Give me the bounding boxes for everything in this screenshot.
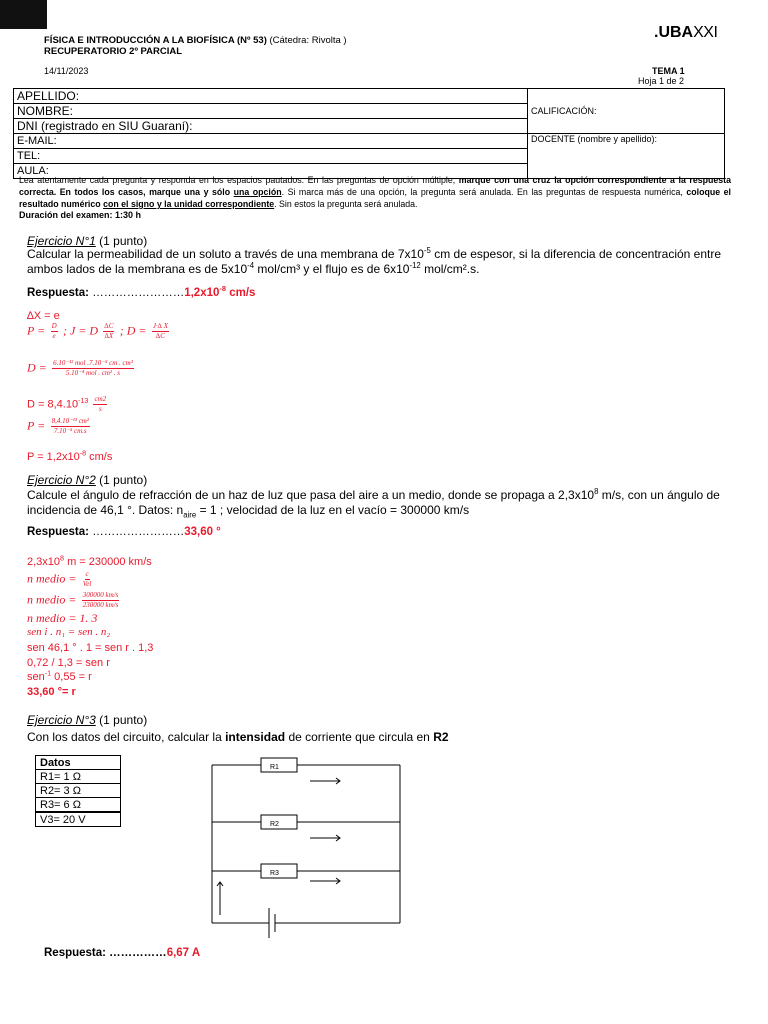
circuit-diagram	[200, 750, 410, 940]
ej3-answer	[44, 947, 200, 959]
ej1-s1sup: -5	[423, 246, 431, 255]
ej2-answer-value: 33,60 °	[184, 526, 221, 538]
ej2-answer-label: Respuesta:	[27, 526, 89, 538]
ej1-w2b-num: D	[51, 322, 57, 330]
ej2-w2-num: c	[85, 570, 89, 578]
uba-logo-main: .UBA	[654, 24, 694, 41]
ej1-w5-num: 8,4.10⁻¹³ cm²	[51, 417, 89, 425]
ej1-s1: Calcular la permeabilidad de un soluto a través de una membrana de 7x10	[27, 247, 424, 261]
ej1-s2: cm de espesor, si la diferencia de concentración entre ambos lados de la membrana es de 5x10	[27, 247, 722, 276]
ej2-work-3	[27, 592, 121, 609]
ej1-w5-den: 7.10⁻⁵ cm.s	[53, 427, 87, 435]
ej1-work-2	[27, 323, 171, 340]
ej1-w2f-num: J·∆ X	[152, 322, 168, 330]
ej2-title-text: Ejercicio N°2	[27, 473, 96, 487]
field-tel[interactable]	[14, 149, 528, 164]
field-calificacion-label: CALIFICACIÓN:	[531, 106, 597, 116]
uba-logo-suffix: XXI	[693, 24, 718, 41]
ej2-work-8	[27, 671, 92, 683]
datos-r1: R1= 1 Ω	[36, 770, 121, 784]
field-docente[interactable]	[528, 134, 725, 179]
ej2-w3-frac	[82, 592, 120, 609]
ej2-title	[27, 473, 147, 487]
ej2-work-4: n medio = 1. 3	[27, 611, 98, 625]
instructions	[19, 174, 731, 210]
course-title	[44, 35, 347, 46]
instructions-p7: . Sin estos la pregunta será anulada.	[274, 199, 418, 209]
exam-date: 14/11/2023	[44, 66, 89, 76]
field-apellido-label: APELLIDO:	[17, 89, 80, 103]
ej3-points: (1 punto)	[95, 713, 148, 727]
ej1-s3: mol/cm³ y el flujo es de 6x10	[254, 262, 410, 276]
resistor-r2	[261, 815, 297, 829]
field-dni-label: DNI (registrado en SIU Guaraní):	[17, 119, 193, 133]
ej1-w4-den: s	[98, 405, 102, 413]
ej1-w4-frac	[93, 396, 107, 413]
ej1-work-3	[27, 360, 136, 377]
ej2-s1: Calcule el ángulo de refracción de un haz de luz que pasa del aire a un medio, donde se propaga a 2,3x10	[27, 488, 595, 502]
uba-logo	[654, 24, 717, 42]
ej1-answer-dots: ……………………	[89, 287, 185, 299]
field-aula-label: AULA:	[17, 165, 49, 177]
field-email[interactable]	[14, 134, 528, 149]
datos-r3: R3= 6 Ω	[36, 798, 121, 813]
ej3-title-text: Ejercicio N°3	[27, 713, 96, 727]
ej2-statement	[27, 488, 739, 518]
instructions-p4: . Si marca más de una opción, la pregunta será anulada. En las preguntas de respuesta numérica,	[281, 187, 687, 197]
ej2-w1sup: 8	[60, 554, 65, 563]
ej2-w2a: n medio =	[27, 571, 77, 586]
field-nombre[interactable]	[14, 104, 528, 119]
ej3-answer-label: Respuesta: ……………	[44, 947, 167, 959]
course-name: FÍSICA E INTRODUCCIÓN A LA BIOFÍSICA (Nº 53)	[44, 35, 267, 46]
field-dni[interactable]	[14, 119, 528, 134]
resistor-r3	[261, 864, 297, 878]
field-nombre-label: NOMBRE:	[17, 104, 74, 118]
ej1-w2f	[152, 323, 169, 340]
ej1-work-6	[27, 451, 112, 463]
resistor-r3-label: R3	[270, 870, 279, 877]
ej2-s1sup: 8	[594, 487, 599, 496]
ej1-points: (1 punto)	[95, 234, 148, 248]
header-black-block	[0, 0, 47, 29]
ej3-s2b: R2	[433, 730, 449, 744]
ej2-work-6: sen 46,1 ° . 1 = sen r . 1,3	[27, 642, 154, 654]
ej1-w6a: P = 1,2x10	[27, 451, 80, 463]
ej2-work-2	[27, 571, 94, 588]
ej1-w2b-den: e	[52, 332, 56, 340]
datos-r2: R2= 3 Ω	[36, 784, 121, 798]
ej2-w3a: n medio =	[27, 592, 77, 607]
resistor-r1	[261, 758, 297, 772]
datos-table	[35, 755, 121, 827]
ej1-s3sup: -12	[409, 261, 421, 270]
ej1-w5-frac	[51, 418, 90, 435]
ej2-points: (1 punto)	[95, 473, 148, 487]
ej2-s2: m/s, con un ángulo de incidencia de 46,1 °. Datos: n	[27, 488, 720, 517]
ej1-title	[27, 234, 147, 248]
ej1-w2d	[103, 323, 114, 340]
ej1-w2a: P =	[27, 323, 46, 338]
ej2-w1a: 2,3x10	[27, 556, 61, 568]
ej2-w2-frac	[82, 571, 93, 588]
ej1-work-4	[27, 396, 109, 413]
ej1-answer-label: Respuesta:	[27, 287, 89, 299]
ej1-w3-num: 6.10⁻¹² mol .7.10⁻⁵ cm . cm³	[53, 359, 133, 367]
ej2-work-5: sen i . n₁ = sen . n₂	[27, 626, 111, 638]
ej3-statement	[27, 730, 449, 744]
ej2-w8sup: -1	[44, 669, 52, 678]
ej1-work-1: ∆X = e	[27, 310, 60, 322]
ej1-w2d-den: ∆X	[104, 332, 114, 340]
instructions-p5: coloque el resultado numérico	[19, 187, 731, 209]
field-docente-label: DOCENTE (nombre y apellido):	[531, 134, 658, 144]
ej1-s2sup: -4	[247, 261, 255, 270]
instructions-p2: marque con una cruz la opción correspondiente a la respuesta correcta. En todos los casos, marque una y sólo	[19, 175, 731, 197]
hoja-label: Hoja 1 de 2	[638, 76, 685, 86]
ej1-answer	[27, 284, 256, 299]
ej2-w2-den: Vel	[82, 580, 92, 588]
resistor-r2-label: R2	[270, 821, 279, 828]
ej1-w2c: ; J = D	[62, 323, 99, 338]
student-info-form	[13, 88, 725, 179]
ej1-answer-sup: -8	[219, 284, 227, 294]
ej1-title-text: Ejercicio N°1	[27, 234, 96, 248]
ej3-answer-value: 6,67 A	[166, 947, 201, 959]
ej3-s1: Con los datos del circuito, calcular la	[27, 730, 226, 744]
field-calificacion[interactable]	[528, 89, 725, 134]
ej1-w5a: P =	[27, 418, 46, 433]
ej2-s3: = 1 ; velocidad de la luz en el vacío = 300000 km/s	[196, 503, 470, 517]
ej2-work-1	[27, 556, 152, 568]
ej1-w2b	[51, 323, 58, 340]
instructions-p3: una opción	[233, 187, 282, 197]
instructions-p6: con el signo y la unidad correspondiente	[103, 199, 275, 209]
ej2-answer-dots: ……………………	[89, 526, 185, 538]
ej1-answer-unit: cm/s	[226, 287, 256, 299]
ej1-w4sup: -13	[78, 396, 89, 405]
resistor-r1-label: R1	[270, 764, 279, 771]
ej2-work-7: 0,72 / 1,3 = sen r	[27, 657, 110, 669]
instructions-p1: Lea atentamente cada pregunta y responda en los espacios pautados. En las preguntas de opción múltiple,	[19, 175, 459, 185]
ej1-w2e: ; D =	[119, 323, 147, 338]
ej1-w3-frac	[52, 360, 134, 377]
ej1-answer-value: 1,2x10	[184, 287, 220, 299]
datos-header: Datos	[36, 756, 121, 770]
ej2-work-9: 33,60 °= r	[27, 686, 76, 698]
ej2-w8b: 0,55 = r	[51, 671, 92, 683]
field-apellido[interactable]	[14, 89, 528, 104]
ej2-w8a: sen	[27, 671, 45, 683]
ej1-w6b: cm/s	[86, 451, 113, 463]
ej1-s4: mol/cm².s.	[420, 262, 480, 276]
datos-v3: V3= 20 V	[36, 812, 121, 827]
ej2-s2sub: aire	[183, 510, 197, 520]
exam-duration: Duración del examen: 1:30 h	[19, 210, 142, 220]
tema-label: TEMA 1	[652, 66, 685, 76]
exam-name: RECUPERATORIO 2º PARCIAL	[44, 46, 183, 57]
ej2-answer	[27, 526, 221, 538]
ej2-w3-num: 300000 km/s	[82, 591, 119, 599]
ej2-w3-den: 230000 km/s	[82, 601, 119, 609]
ej1-w6sup: -8	[79, 449, 87, 458]
ej1-w2d-num: ∆C	[104, 322, 114, 330]
ej1-w4a: D = 8,4.10	[27, 398, 79, 411]
field-email-label: E-MAIL:	[17, 135, 57, 147]
ej1-work-5	[27, 418, 92, 435]
ej1-w3-den: 5.10⁻⁴ mol . cm² . s	[65, 369, 121, 377]
ej3-s2: de corriente que circula en	[285, 730, 434, 744]
course-catedra: (Cátedra: Rivolta )	[269, 35, 347, 46]
ej3-s1b: intensidad	[225, 730, 286, 744]
ej1-statement	[27, 247, 739, 277]
ej1-w4-num: cm2	[94, 395, 107, 403]
ej2-w1b: m = 230000 km/s	[64, 556, 152, 568]
ej1-w2f-den: ∆C	[155, 332, 165, 340]
field-tel-label: TEL:	[17, 150, 41, 162]
ej3-title	[27, 713, 147, 727]
ej1-w3a: D =	[27, 360, 47, 375]
